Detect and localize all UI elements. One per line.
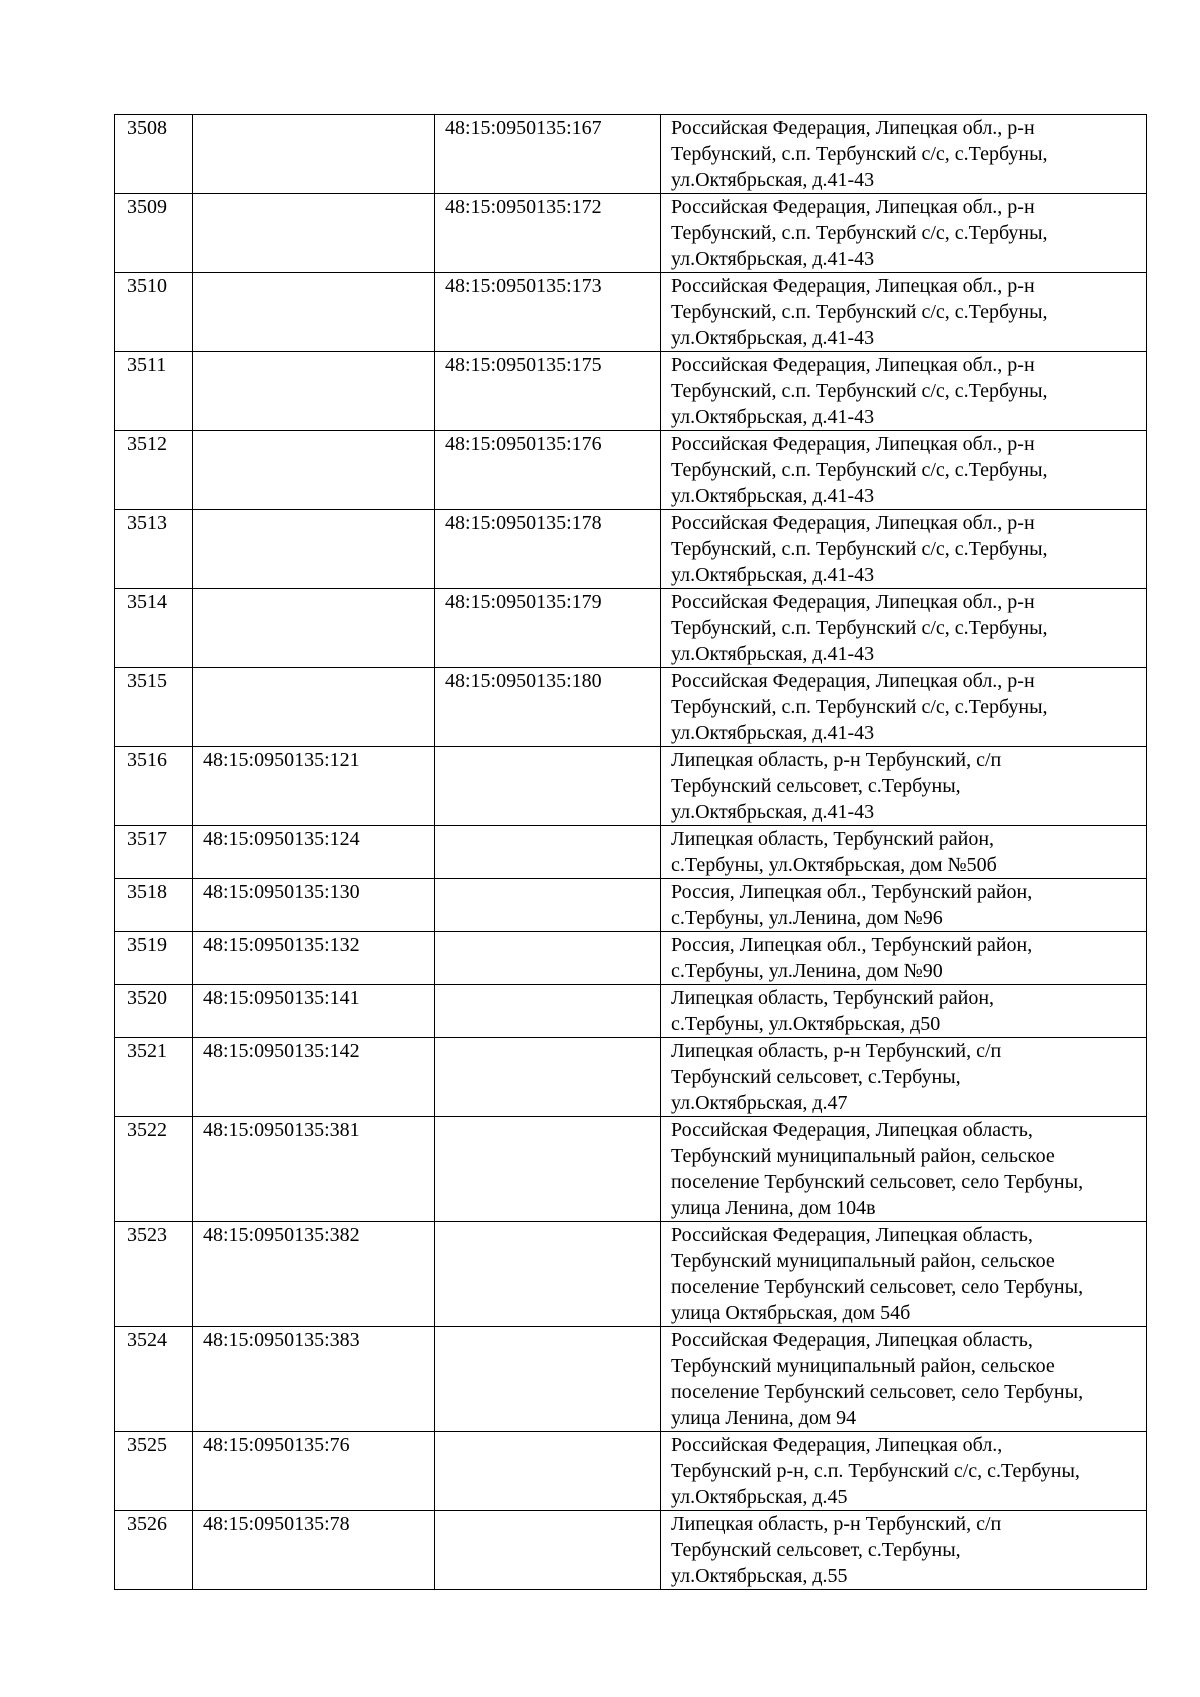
address-cell	[661, 1222, 1147, 1327]
address-line: ул.Октябрьская, д.41-43	[671, 643, 875, 665]
address-line: Российская Федерация, Липецкая обл., р-н	[671, 433, 1035, 455]
row-number-cell: 3520	[115, 985, 193, 1038]
address-line: с.Тербуны, ул.Октябрьская, д50	[671, 1013, 941, 1035]
row-number-cell: 3511	[115, 352, 193, 431]
row-number-cell: 3526	[115, 1511, 193, 1590]
cadastral-number-cell	[193, 273, 435, 352]
address-line: ул.Октябрьская, д.47	[671, 1092, 848, 1114]
parent-cadastral-number-cell: 48:15:0950135:180	[435, 668, 661, 747]
address-line: Липецкая область, р-н Тербунский, с/п	[671, 749, 1002, 771]
parent-cadastral-number-cell: 48:15:0950135:173	[435, 273, 661, 352]
row-number-cell: 3510	[115, 273, 193, 352]
row-number-cell: 3508	[115, 115, 193, 194]
address-line: Липецкая область, Тербунский район,	[671, 987, 995, 1009]
address-line: Тербунский, с.п. Тербунский с/с, с.Тербуны,	[671, 380, 1048, 402]
address-line: Тербунский, с.п. Тербунский с/с, с.Тербуны,	[671, 301, 1048, 323]
address-line: с.Тербуны, ул.Октябрьская, дом №50б	[671, 854, 997, 876]
table-row	[115, 431, 1147, 510]
address-cell	[661, 1511, 1147, 1590]
address-line: Российская Федерация, Липецкая область,	[671, 1119, 1033, 1141]
address-line: Россия, Липецкая обл., Тербунский район,	[671, 934, 1033, 956]
address-line: с.Тербуны, ул.Ленина, дом №96	[671, 907, 943, 929]
parent-cadastral-number-cell: 48:15:0950135:172	[435, 194, 661, 273]
cadastral-number-cell	[193, 668, 435, 747]
row-number-cell: 3522	[115, 1117, 193, 1222]
cadastral-number-cell: 48:15:0950135:381	[193, 1117, 435, 1222]
address-line: Российская Федерация, Липецкая обл., р-н	[671, 670, 1035, 692]
address-line: Тербунский, с.п. Тербунский с/с, с.Тербуны,	[671, 459, 1048, 481]
address-line: ул.Октябрьская, д.41-43	[671, 485, 875, 507]
address-line: улица Ленина, дом 104в	[671, 1197, 876, 1219]
address-line: ул.Октябрьская, д.41-43	[671, 169, 875, 191]
parent-cadastral-number-cell	[435, 1222, 661, 1327]
address-line: Тербунский, с.п. Тербунский с/с, с.Тербуны,	[671, 222, 1048, 244]
address-cell	[661, 668, 1147, 747]
cadastral-number-cell: 48:15:0950135:132	[193, 932, 435, 985]
address-line: Тербунский муниципальный район, сельское	[671, 1355, 1055, 1377]
address-cell	[661, 747, 1147, 826]
address-cell	[661, 932, 1147, 985]
address-cell	[661, 431, 1147, 510]
address-line: Тербунский сельсовет, с.Тербуны,	[671, 1539, 961, 1561]
parent-cadastral-number-cell	[435, 1432, 661, 1511]
address-cell	[661, 826, 1147, 879]
address-line: Тербунский, с.п. Тербунский с/с, с.Тербуны,	[671, 696, 1048, 718]
cadastral-number-cell	[193, 115, 435, 194]
cadastral-number-cell: 48:15:0950135:78	[193, 1511, 435, 1590]
parent-cadastral-number-cell: 48:15:0950135:179	[435, 589, 661, 668]
address-line: Тербунский, с.п. Тербунский с/с, с.Тербуны,	[671, 617, 1048, 639]
address-line: поселение Тербунский сельсовет, село Тербуны,	[671, 1381, 1084, 1403]
property-table	[114, 114, 1147, 1590]
row-number-cell: 3515	[115, 668, 193, 747]
address-line: ул.Октябрьская, д.41-43	[671, 564, 875, 586]
address-cell	[661, 115, 1147, 194]
cadastral-number-cell: 48:15:0950135:76	[193, 1432, 435, 1511]
row-number-cell: 3521	[115, 1038, 193, 1117]
address-line: Российская Федерация, Липецкая обл., р-н	[671, 117, 1035, 139]
row-number-cell: 3524	[115, 1327, 193, 1432]
table-row	[115, 1222, 1147, 1327]
table-row	[115, 879, 1147, 932]
parent-cadastral-number-cell	[435, 826, 661, 879]
cadastral-number-cell: 48:15:0950135:383	[193, 1327, 435, 1432]
parent-cadastral-number-cell	[435, 1038, 661, 1117]
address-line: ул.Октябрьская, д.41-43	[671, 248, 875, 270]
address-line: Тербунский, с.п. Тербунский с/с, с.Тербуны,	[671, 538, 1048, 560]
address-line: Липецкая область, Тербунский район,	[671, 828, 995, 850]
address-cell	[661, 1327, 1147, 1432]
row-number-cell: 3523	[115, 1222, 193, 1327]
cadastral-number-cell	[193, 352, 435, 431]
row-number-cell: 3517	[115, 826, 193, 879]
address-cell	[661, 1117, 1147, 1222]
cadastral-number-cell	[193, 431, 435, 510]
cadastral-number-cell: 48:15:0950135:142	[193, 1038, 435, 1117]
address-line: улица Октябрьская, дом 54б	[671, 1302, 911, 1324]
address-line: ул.Октябрьская, д.41-43	[671, 801, 875, 823]
row-number-cell: 3513	[115, 510, 193, 589]
address-cell	[661, 589, 1147, 668]
table-row	[115, 194, 1147, 273]
address-line: Российская Федерация, Липецкая обл., р-н	[671, 512, 1035, 534]
table-row	[115, 985, 1147, 1038]
table-row	[115, 826, 1147, 879]
address-line: Российская Федерация, Липецкая обл., р-н	[671, 196, 1035, 218]
address-line: Российская Федерация, Липецкая обл., р-н	[671, 591, 1035, 613]
address-cell	[661, 510, 1147, 589]
cadastral-number-cell: 48:15:0950135:121	[193, 747, 435, 826]
table-row	[115, 747, 1147, 826]
cadastral-number-cell: 48:15:0950135:130	[193, 879, 435, 932]
parent-cadastral-number-cell: 48:15:0950135:175	[435, 352, 661, 431]
address-line: Липецкая область, р-н Тербунский, с/п	[671, 1040, 1002, 1062]
row-number-cell: 3518	[115, 879, 193, 932]
address-line: Российская Федерация, Липецкая обл., р-н	[671, 275, 1035, 297]
address-line: улица Ленина, дом 94	[671, 1407, 857, 1429]
cadastral-number-cell	[193, 510, 435, 589]
cadastral-number-cell: 48:15:0950135:382	[193, 1222, 435, 1327]
table-row	[115, 1511, 1147, 1590]
table-row	[115, 932, 1147, 985]
row-number-cell: 3525	[115, 1432, 193, 1511]
address-cell	[661, 352, 1147, 431]
table-row	[115, 1327, 1147, 1432]
parent-cadastral-number-cell: 48:15:0950135:176	[435, 431, 661, 510]
parent-cadastral-number-cell	[435, 879, 661, 932]
address-line: Российская Федерация, Липецкая область,	[671, 1329, 1033, 1351]
address-cell	[661, 1038, 1147, 1117]
address-line: ул.Октябрьская, д.55	[671, 1565, 848, 1587]
table-row	[115, 589, 1147, 668]
address-line: Тербунский, с.п. Тербунский с/с, с.Тербуны,	[671, 143, 1048, 165]
property-table-body	[115, 115, 1147, 1590]
address-line: Тербунский сельсовет, с.Тербуны,	[671, 775, 961, 797]
cadastral-number-cell: 48:15:0950135:124	[193, 826, 435, 879]
address-line: Российская Федерация, Липецкая обл.,	[671, 1434, 1003, 1456]
address-line: Российская Федерация, Липецкая обл., р-н	[671, 354, 1035, 376]
parent-cadastral-number-cell	[435, 747, 661, 826]
row-number-cell: 3519	[115, 932, 193, 985]
address-line: ул.Октябрьская, д.41-43	[671, 722, 875, 744]
table-row	[115, 273, 1147, 352]
address-cell	[661, 985, 1147, 1038]
address-line: Тербунский р-н, с.п. Тербунский с/с, с.Тербуны,	[671, 1460, 1080, 1482]
address-line: поселение Тербунский сельсовет, село Тербуны,	[671, 1276, 1084, 1298]
table-row	[115, 668, 1147, 747]
cadastral-number-cell: 48:15:0950135:141	[193, 985, 435, 1038]
table-row	[115, 1117, 1147, 1222]
address-line: Россия, Липецкая обл., Тербунский район,	[671, 881, 1033, 903]
cadastral-number-cell	[193, 194, 435, 273]
row-number-cell: 3514	[115, 589, 193, 668]
address-line: Липецкая область, р-н Тербунский, с/п	[671, 1513, 1002, 1535]
address-line: ул.Октябрьская, д.45	[671, 1486, 848, 1508]
table-row	[115, 1432, 1147, 1511]
table-row	[115, 1038, 1147, 1117]
address-cell	[661, 879, 1147, 932]
parent-cadastral-number-cell	[435, 1511, 661, 1590]
parent-cadastral-number-cell: 48:15:0950135:178	[435, 510, 661, 589]
address-line: поселение Тербунский сельсовет, село Тербуны,	[671, 1171, 1084, 1193]
address-line: ул.Октябрьская, д.41-43	[671, 327, 875, 349]
address-cell	[661, 273, 1147, 352]
address-cell	[661, 194, 1147, 273]
address-line: Российская Федерация, Липецкая область,	[671, 1224, 1033, 1246]
table-row	[115, 352, 1147, 431]
address-line: Тербунский муниципальный район, сельское	[671, 1145, 1055, 1167]
address-line: Тербунский муниципальный район, сельское	[671, 1250, 1055, 1272]
row-number-cell: 3509	[115, 194, 193, 273]
row-number-cell: 3516	[115, 747, 193, 826]
parent-cadastral-number-cell	[435, 1117, 661, 1222]
address-line: Тербунский сельсовет, с.Тербуны,	[671, 1066, 961, 1088]
parent-cadastral-number-cell: 48:15:0950135:167	[435, 115, 661, 194]
row-number-cell: 3512	[115, 431, 193, 510]
address-cell	[661, 1432, 1147, 1511]
table-row	[115, 115, 1147, 194]
parent-cadastral-number-cell	[435, 1327, 661, 1432]
cadastral-number-cell	[193, 589, 435, 668]
table-row	[115, 510, 1147, 589]
address-line: с.Тербуны, ул.Ленина, дом №90	[671, 960, 943, 982]
address-line: ул.Октябрьская, д.41-43	[671, 406, 875, 428]
parent-cadastral-number-cell	[435, 985, 661, 1038]
parent-cadastral-number-cell	[435, 932, 661, 985]
